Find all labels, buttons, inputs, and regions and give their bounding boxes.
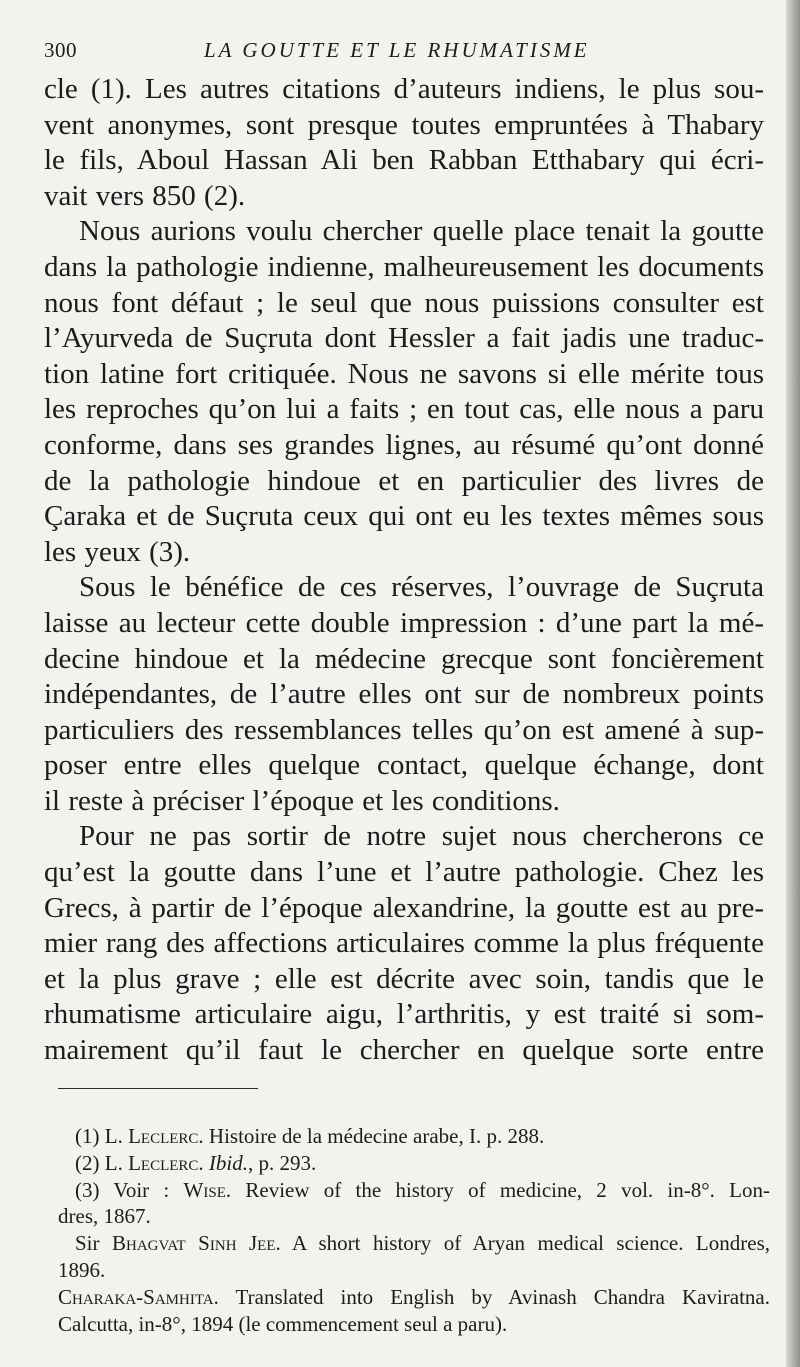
text-line: le fils, Aboul Hassan Ali ben Rabban Etthabary qui écri- (44, 144, 764, 177)
text-line: Nous aurions voulu chercher quelle place tenait la goutte (79, 215, 764, 248)
text-line: Çaraka et de Suçruta ceux qui ont eu les textes mêmes sous (44, 500, 764, 533)
page-edge-shadow (786, 0, 800, 1367)
text-line: Grecs, à partir de l’époque alexandrine, la goutte est au pre- (44, 891, 764, 924)
text-line: vait vers 850 (2). (44, 179, 246, 212)
body-text (44, 72, 764, 1069)
text-line: et la plus grave ; elle est décrite avec soin, tandis que le (44, 962, 764, 995)
text-line: Pour ne pas sortir de notre sujet nous chercherons ce (79, 820, 764, 853)
footnote-ibid: Ibid. (208, 1150, 248, 1175)
text-line: l’Ayurveda de Suçruta dont Hessler a fait jadis une traduc- (44, 322, 764, 355)
text-line: les yeux (3). (44, 535, 191, 568)
text-line: les reproches qu’on lui a faits ; en tout cas, elle nous a paru (44, 393, 764, 426)
footnote-1: (1) L. Leclerc. Histoire de la médecine arabe, I. p. 288. (75, 1124, 545, 1148)
text-line: rhumatisme articulaire aigu, l’arthritis, y est traité si som- (44, 998, 764, 1031)
text-line: poser entre elles quelque contact, quelque échange, dont (44, 749, 764, 782)
footnote-author: Leclerc (128, 1124, 199, 1148)
text-line: dans la pathologie indienne, malheureusement les documents (44, 250, 764, 283)
text-line: nous font défaut ; le seul que nous puissions consulter est (44, 286, 764, 319)
footnote-4-cont: 1896. (58, 1257, 106, 1282)
text-line: conforme, dans ses grandes lignes, au résumé qu’ont donné (44, 428, 764, 461)
text-line: Sous le bénéfice de ces réserves, l’ouvrage de Suçruta (79, 571, 764, 604)
text-line: mier rang des affections articulaires comme la plus fréquente (44, 927, 764, 960)
text-line: particuliers des ressemblances telles qu’on est amené à sup- (44, 713, 764, 746)
text-line: decine hindoue et la médecine grecque sont foncièrement (44, 642, 764, 675)
text-line: qu’est la goutte dans l’une et l’autre pathologie. Chez les (44, 856, 764, 889)
footnote-2: (2) L. Leclerc. Ibid., p. 293. (75, 1150, 317, 1175)
page-header (44, 38, 764, 68)
text-line: mairement qu’il faut le chercher en quelque sorte entre (44, 1034, 764, 1067)
text-line: tion latine fort critiquée. Nous ne savons si elle mérite tous (44, 357, 764, 390)
footnote-5-cont: Calcutta, in-8°, 1894 (le commencement seul a paru). (58, 1311, 508, 1336)
footnote-rule (58, 1088, 258, 1089)
footnote-author: Leclerc (128, 1150, 199, 1175)
footnotes (58, 1123, 770, 1337)
text-line: indépendantes, de l’autre elles ont sur de nombreux points (44, 678, 764, 711)
footnote-3: (3) Voir : Wise. Review of the history of medicine, 2 vol. in-8°. Lon- (75, 1177, 770, 1202)
text-line: vent anonymes, sont presque toutes empruntées à Thabary (44, 108, 764, 141)
running-title: LA GOUTTE ET LE RHUMATISME (204, 38, 590, 62)
footnote-author: Bhagvat Sinh Jee (111, 1231, 276, 1256)
text-line: de la pathologie hindoue et en particulier des livres de (44, 464, 764, 497)
footnote-4: Sir Bhagvat Sinh Jee. A short history of Aryan medical science. Londres, (75, 1231, 770, 1256)
text-line: laisse au lecteur cette double impression : d’une part la mé- (44, 606, 764, 639)
text-line: il reste à préciser l’époque et les conditions. (44, 784, 560, 817)
text-line: cle (1). Les autres citations d’auteurs indiens, le plus sou- (44, 73, 764, 105)
footnote-5: Charaka-Samhita. Translated into English by Avinash Chandra Kaviratna. (58, 1284, 770, 1309)
footnote-author: Charaka-Samhita (58, 1284, 214, 1309)
page-number: 300 (44, 38, 77, 62)
footnote-author: Wise (183, 1177, 226, 1202)
footnote-3-cont: dres, 1867. (58, 1204, 151, 1229)
